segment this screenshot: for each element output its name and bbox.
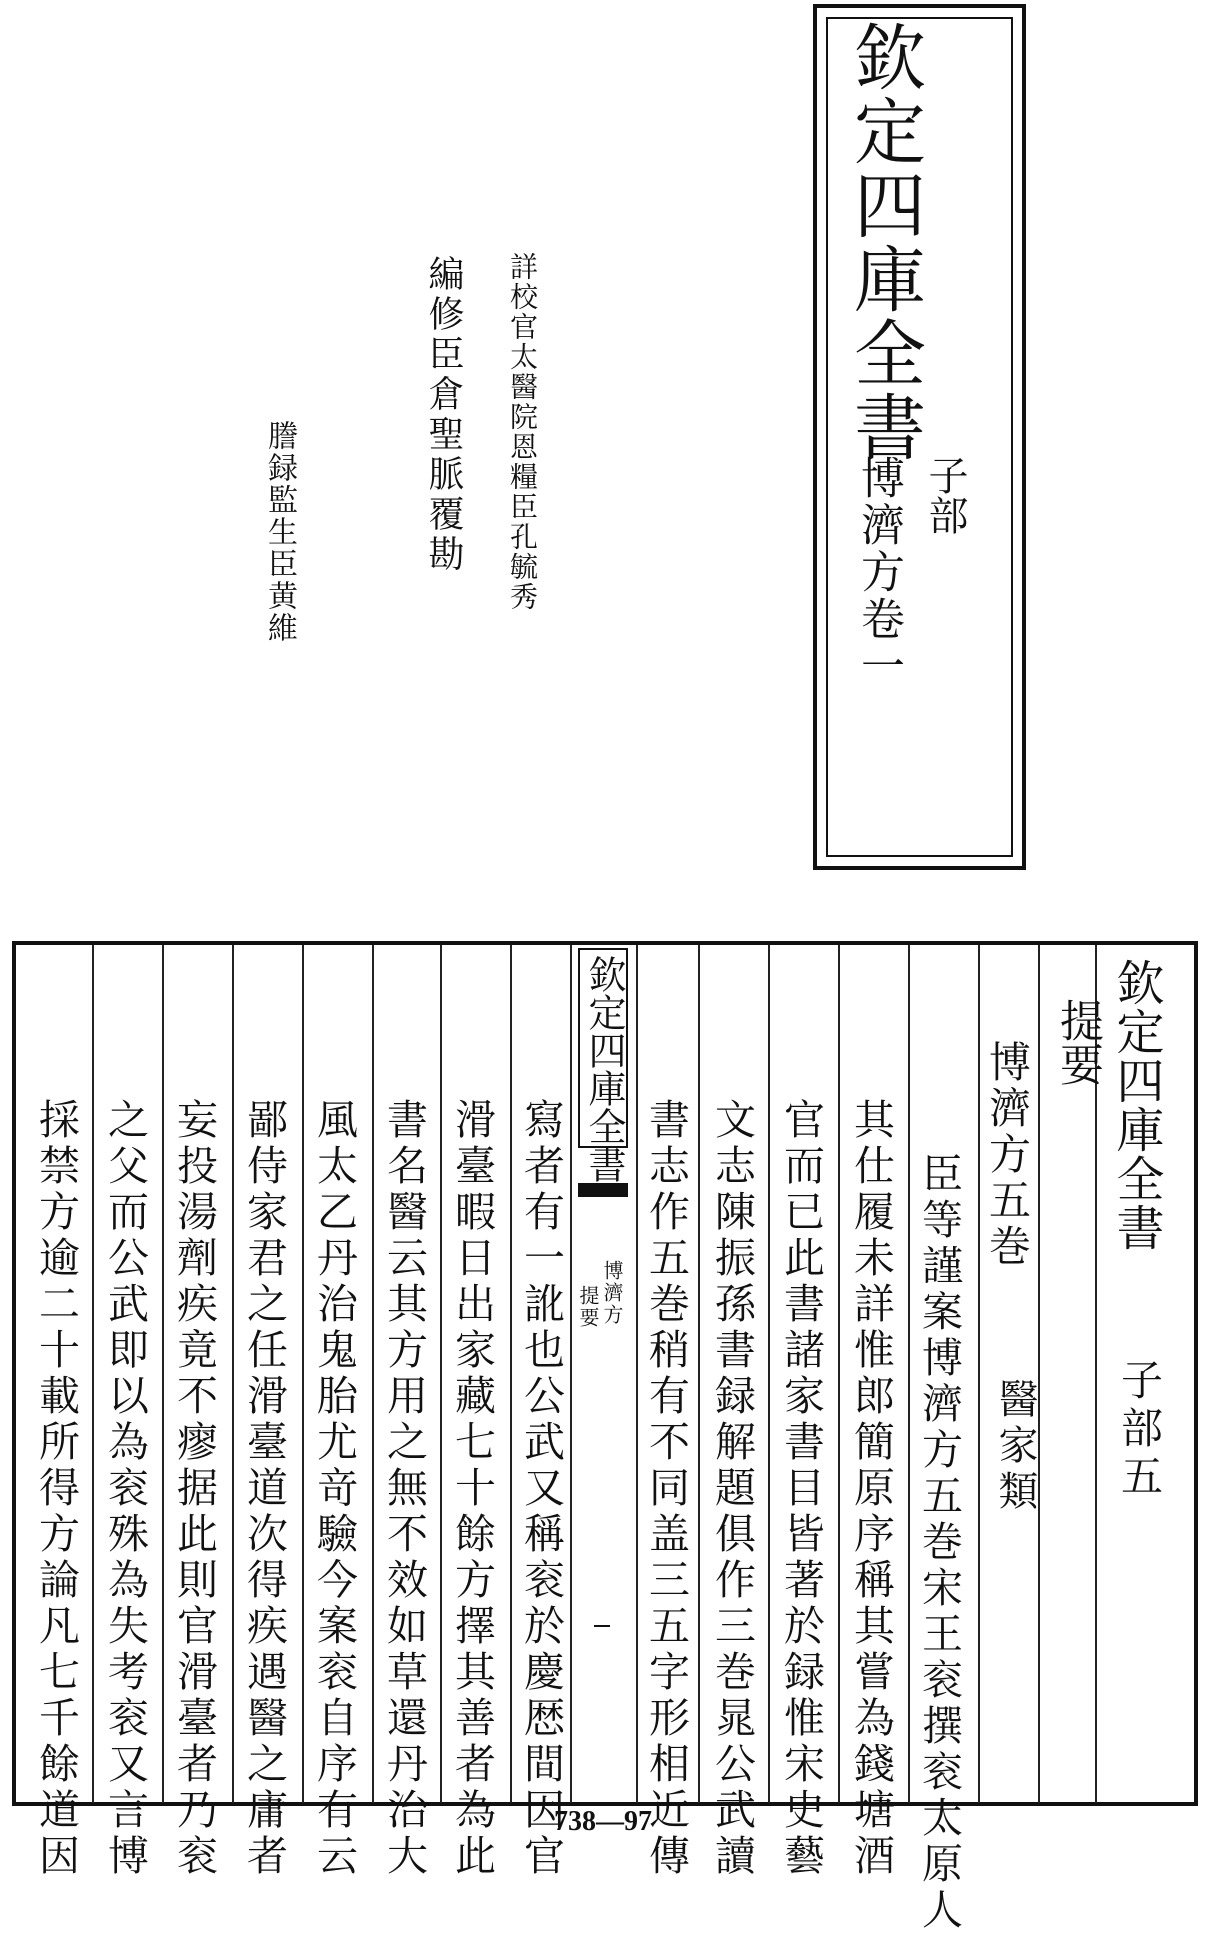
column-rule <box>768 945 770 1803</box>
text-column: 寫者有一訛也公武又稱衮於慶厯間因官 <box>517 1098 565 1880</box>
text-column: 滑臺暇日出家藏七十餘方擇其善者為此 <box>448 1098 496 1880</box>
column-rule <box>372 945 374 1803</box>
column-rule <box>636 945 638 1803</box>
credit-proofreader: 詳校官太醫院恩糧臣孔毓秀 <box>506 252 539 612</box>
text-column: 其仕履未詳惟郎簡原序稱其嘗為錢塘酒 <box>847 1098 895 1880</box>
page-header-title: 欽定四庫全書 <box>1108 958 1164 1252</box>
text-column: 採禁方逾二十載所得方論凡七千餘道因 <box>32 1098 80 1880</box>
cover-section-label: 子部 <box>922 455 968 535</box>
column-rule <box>92 945 94 1803</box>
text-column: 官而已此書諸家書目皆著於録惟宋史藝 <box>777 1098 825 1880</box>
fish-tail-mark <box>578 1183 628 1197</box>
column-rule <box>698 945 700 1803</box>
column-rule <box>510 945 512 1803</box>
column-rule <box>908 945 910 1803</box>
text-column: 之父而公武即以為衮殊為失考衮又言博 <box>101 1098 149 1880</box>
text-column: 文志陳振孫書録解題俱作三巻晁公武讀 <box>708 1098 756 1880</box>
text-column: 風太乙丹治鬼胎尤竒驗今案衮自序有云 <box>310 1098 358 1880</box>
text-column: 鄙侍家君之任滑臺道次得疾遇醫之庸者 <box>240 1098 288 1880</box>
page-section-label: 子部五 <box>1115 1358 1164 1502</box>
credit-copyist: 謄録監生臣黄維 <box>262 420 297 644</box>
book-title: 博濟方五巻 <box>983 1040 1032 1270</box>
column-rule <box>978 945 980 1803</box>
center-title: 欽定四庫全書 <box>582 955 626 1183</box>
center-subtitle-book: 博濟方 <box>600 1260 624 1326</box>
category-label: 醫家類 <box>992 1378 1038 1516</box>
page-number: 738—97 <box>554 1806 652 1837</box>
column-rule <box>302 945 304 1803</box>
tiyao-heading: 提要 <box>1052 998 1103 1086</box>
center-tick-mark <box>594 1625 610 1627</box>
column-rule <box>162 945 164 1803</box>
cover-title: 欽定四庫全書 <box>842 20 926 464</box>
column-rule <box>1038 945 1040 1803</box>
text-column: 臣等謹案博濟方五巻宋王衮撰衮太原人 <box>915 1152 963 1934</box>
text-column: 妄投湯劑疾竟不瘳据此則官滑臺者乃衮 <box>170 1098 218 1880</box>
text-column: 書名醫云其方用之無不效如草還丹治大 <box>380 1098 428 1880</box>
column-rule <box>838 945 840 1803</box>
center-subtitle-section: 提要 <box>576 1285 600 1329</box>
text-column: 書志作五巻稍有不同盖三五字形相近傳 <box>642 1098 690 1880</box>
column-rule <box>232 945 234 1803</box>
column-rule <box>570 945 572 1803</box>
credit-reviewer: 編修臣倉聖脈覆勘 <box>423 255 464 575</box>
column-rule <box>440 945 442 1803</box>
cover-volume-label: 博濟方卷一 <box>853 455 904 690</box>
